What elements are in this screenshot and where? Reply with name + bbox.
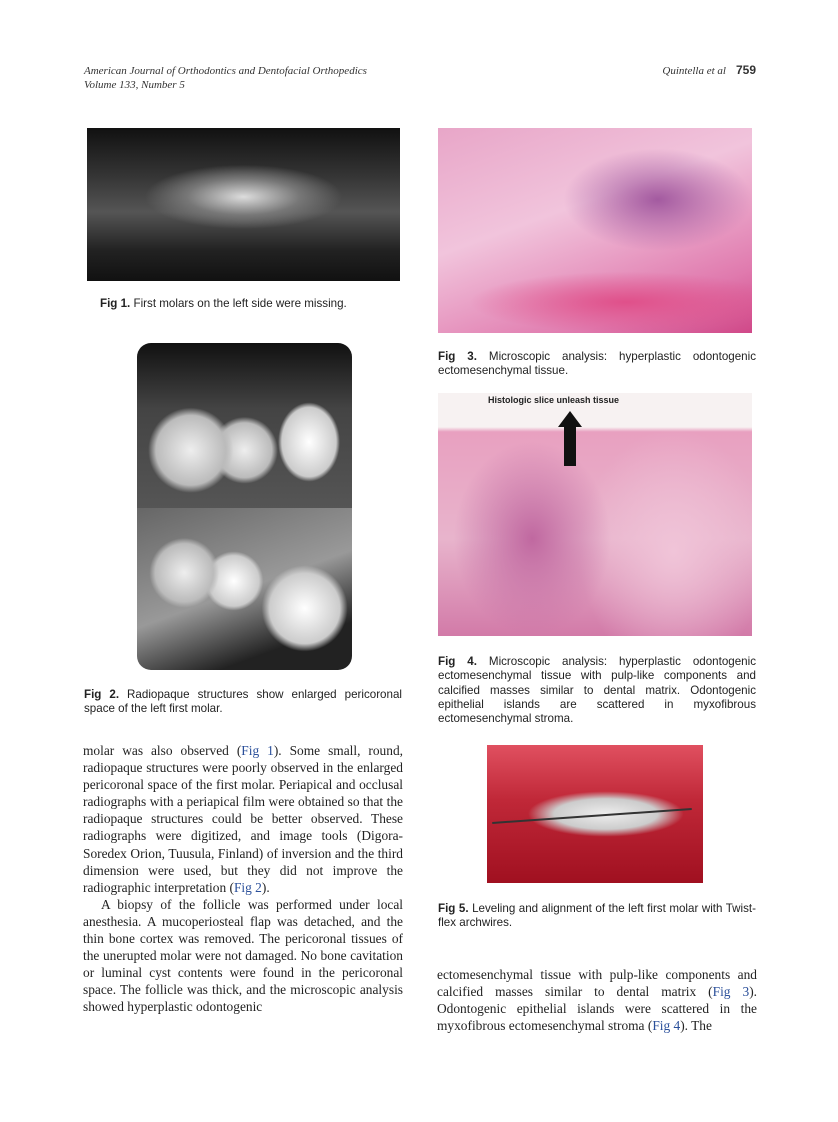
journal-volume: Volume 133, Number 5 bbox=[84, 79, 185, 91]
running-header-left bbox=[84, 64, 367, 92]
text: ectomesenchymal tissue with pulp-like components and calcified masses similar to dental matrix ( bbox=[437, 967, 757, 1000]
fig3-link[interactable]: Fig 3 bbox=[712, 984, 750, 1000]
fig3-micrograph bbox=[438, 128, 752, 333]
fig4-link[interactable]: Fig 4 bbox=[652, 1018, 681, 1034]
paragraph bbox=[83, 742, 403, 896]
fig2-caption bbox=[84, 688, 402, 717]
text: ). bbox=[261, 879, 270, 895]
arrow-shaft bbox=[564, 426, 576, 466]
right-column-text bbox=[437, 966, 757, 1034]
paragraph bbox=[437, 966, 757, 1034]
fig5-intraoral-photo bbox=[487, 745, 703, 883]
fig4-micrograph bbox=[438, 393, 752, 636]
text: ). The bbox=[680, 1018, 712, 1034]
caption-text: Radiopaque structures show enlarged pericoronal space of the left first molar. bbox=[84, 688, 402, 716]
caption-text: Microscopic analysis: hyperplastic odontogenic ectomesenchymal tissue. bbox=[438, 350, 756, 378]
journal-title: American Journal of Orthodontics and Dentofacial Orthopedics bbox=[84, 65, 367, 77]
caption-text: First molars on the left side were missing. bbox=[133, 297, 347, 310]
fig2-occlusal-radiograph bbox=[137, 508, 352, 670]
text: ). Odontogenic epithelial islands were scattered in the myxofibrous ectomesenchymal stroma ( bbox=[437, 984, 757, 1034]
authors: Quintella et al bbox=[662, 65, 726, 77]
fig4-annotation: Histologic slice unleash tissue bbox=[488, 395, 620, 405]
fig1-caption bbox=[100, 297, 400, 311]
fig-label: Fig 2. bbox=[84, 688, 120, 701]
fig-label: Fig 4. bbox=[438, 655, 477, 668]
fig3-caption bbox=[438, 350, 756, 379]
fig-label: Fig 3. bbox=[438, 350, 477, 363]
text: molar was also observed ( bbox=[83, 743, 242, 758]
caption-text: Leveling and alignment of the left first molar with Twist-flex archwires. bbox=[438, 902, 756, 930]
arrow-up-icon bbox=[558, 411, 582, 427]
fig2-link[interactable]: Fig 2 bbox=[233, 879, 262, 895]
fig4-caption bbox=[438, 655, 756, 726]
fig1-link[interactable]: Fig 1 bbox=[241, 743, 274, 758]
fig-label: Fig 1. bbox=[100, 297, 131, 310]
fig2-periapical-radiograph bbox=[137, 343, 352, 508]
fig-label: Fig 5. bbox=[438, 902, 469, 915]
page-number: 759 bbox=[735, 63, 756, 77]
fig5-caption bbox=[438, 902, 756, 931]
archwire bbox=[492, 808, 692, 824]
paragraph: A biopsy of the follicle was performed under local anesthesia. A mucoperiosteal flap was detached, and the thin bone cortex was removed. The pericoronal tissues of the unerupted molar were not damaged. No bone cavitation or luminal cyst contents were found in the pericoronal space. The follicle was thick, and the microscopic analysis showed hyperplastic odontogenic bbox=[83, 896, 403, 1015]
caption-text: Microscopic analysis: hyperplastic odontogenic ectomesenchymal tissue with pulp-like components and calcified masses similar to dental matrix. Odontogenic epithelial islands are scattered in myxofibrous ectomesenchymal stroma. bbox=[438, 655, 756, 726]
text: ). Some small, round, radiopaque structures were poorly observed in the enlarged pericoronal space of the first molar. Periapical and occlusal radiographs with a periapical film were obtained so that the radiopaque structures could be better observed. These radiographs were digitized, and image tools (Digora-Soredex Orion, Tuusula, Finland) of inversion and the third dimension were used, but they did not improve the radiographic interpretation ( bbox=[83, 743, 403, 895]
left-column-text bbox=[83, 742, 403, 1016]
running-header-right bbox=[662, 63, 756, 78]
fig1-panoramic-radiograph bbox=[87, 128, 400, 281]
